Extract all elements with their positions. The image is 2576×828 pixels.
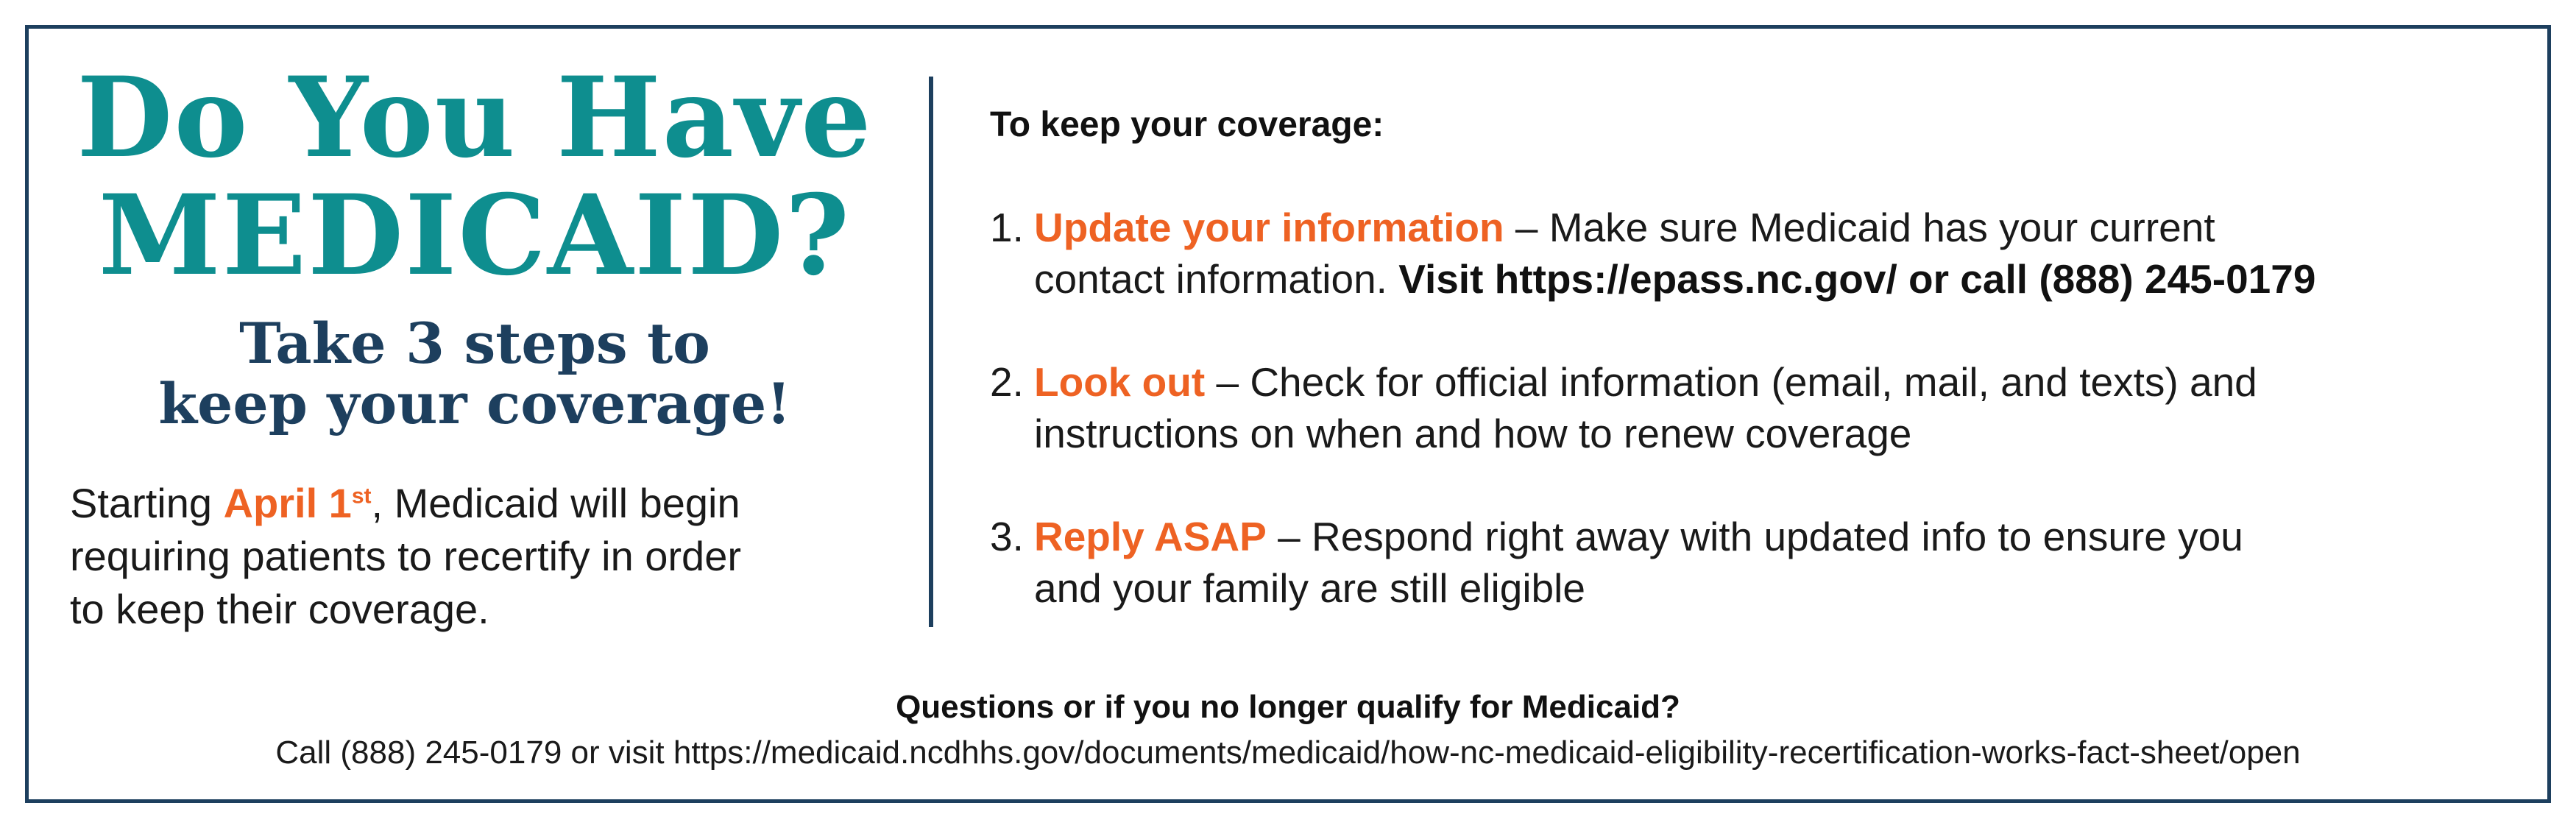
subhead-line-2: keep your coverage! xyxy=(158,371,791,436)
headline-line-1: Do You Have xyxy=(77,53,873,183)
intro-date xyxy=(224,480,372,526)
step-1-text-line-1: – Make sure Medicaid has your current xyxy=(1504,205,2215,250)
subhead-line-1: Take 3 steps to xyxy=(239,311,710,376)
intro-line-2: requiring patients to recertify in order xyxy=(70,533,741,579)
step-2-body xyxy=(1034,356,2543,459)
intro-date-suffix: st xyxy=(351,484,372,509)
headline-line-2: MEDICAID? xyxy=(98,171,852,300)
step-1-number: 1. xyxy=(990,205,1024,250)
step-2-line-2: instructions on when and how to renew coverage xyxy=(1034,411,1912,456)
step-1 xyxy=(990,202,2543,305)
intro-rest-line-1: , Medicaid will begin xyxy=(371,480,740,526)
steps-heading: To keep your coverage: xyxy=(990,105,1384,144)
intro-paragraph xyxy=(70,477,909,636)
step-3-number: 3. xyxy=(990,514,1024,559)
step-3-line-1 xyxy=(1034,511,2543,562)
intro-line-3: to keep their coverage. xyxy=(70,586,489,632)
step-3-line-2: and your family are still eligible xyxy=(1034,565,1585,611)
step-3-body xyxy=(1034,511,2543,614)
step-1-line-1 xyxy=(1034,202,2543,253)
left-column xyxy=(52,53,898,436)
right-column xyxy=(990,103,2543,611)
subheadline xyxy=(52,311,898,436)
step-2-text-line-1: – Check for official information (email, mail, and texts) and xyxy=(1205,359,2257,405)
step-1-text-line-2: contact information. xyxy=(1034,256,1399,302)
step-2 xyxy=(990,356,2543,459)
vertical-divider xyxy=(929,77,933,627)
step-1-title: Update your information xyxy=(1034,205,1504,250)
footer-contact: Call (888) 245-0179 or visit https://medicaid.ncdhhs.gov/documents/medicaid/how-nc-medicaid-eligibility-recertification-works-fact-sheet/open xyxy=(275,735,2301,771)
step-1-line-2 xyxy=(1034,253,2543,305)
step-3 xyxy=(990,511,2543,614)
intro-prefix: Starting xyxy=(70,480,224,526)
step-1-contact: Visit https://epass.nc.gov/ or call (888) 245-0179 xyxy=(1398,256,2316,302)
step-1-body xyxy=(1034,202,2543,305)
footer-question: Questions or if you no longer qualify for Medicaid? xyxy=(896,689,1680,725)
intro-line-1 xyxy=(70,477,909,530)
step-3-title: Reply ASAP xyxy=(1034,514,1267,559)
intro-date-text: April 1 xyxy=(223,480,352,526)
step-3-text-line-1: – Respond right away with updated info to ensure you xyxy=(1266,514,2243,559)
step-2-line-1 xyxy=(1034,356,2543,408)
step-2-title: Look out xyxy=(1034,359,1206,405)
step-2-number: 2. xyxy=(990,359,1024,405)
